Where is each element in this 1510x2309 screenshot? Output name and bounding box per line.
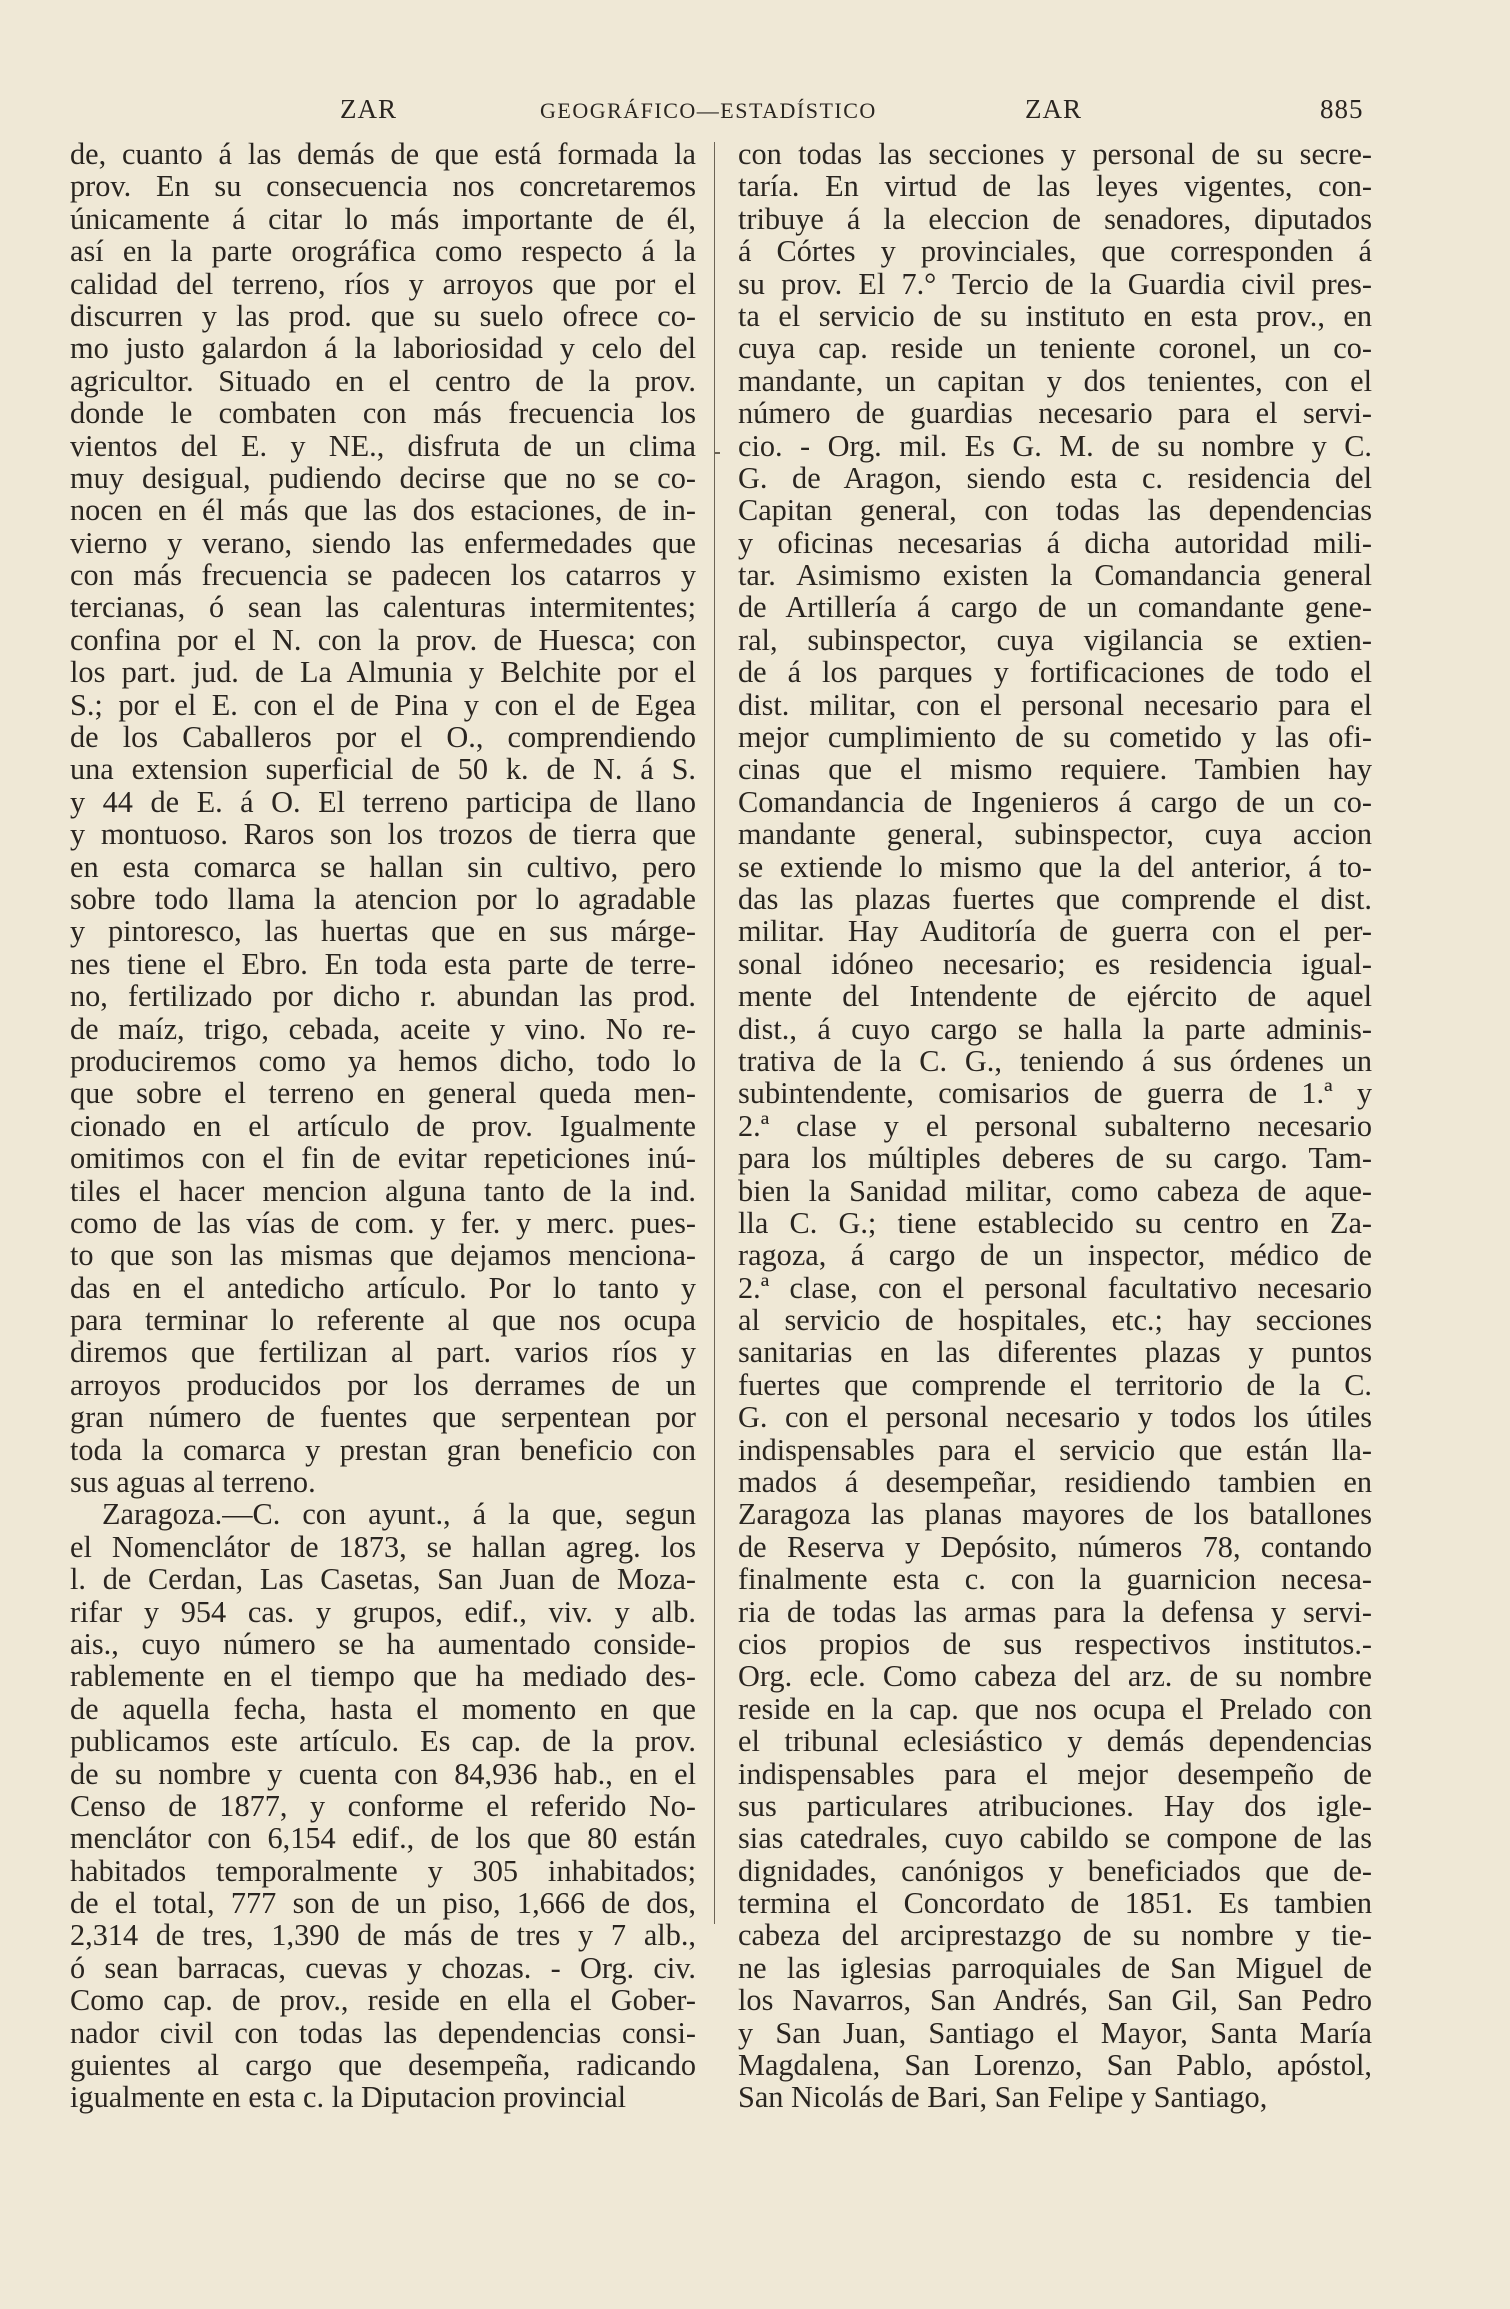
text-line: calidad del terreno, ríos y arroyos que por el (70, 266, 696, 301)
text-line: sias catedrales, cuyo cabildo se compone de las (738, 1821, 1372, 1856)
text-line: toda la comarca y prestan gran beneficio con (70, 1432, 696, 1467)
text-line: mejor cumplimiento de su cometido y las ofi- (738, 720, 1372, 755)
text-line: y San Juan, Santiago el Mayor, Santa María (738, 2015, 1372, 2050)
text-line: ta el servicio de su instituto en esta prov., en (738, 298, 1372, 333)
text-line: termina el Concordato de 1851. Es tambien (738, 1886, 1372, 1921)
text-line: sus particulares atribuciones. Hay dos igle- (738, 1788, 1372, 1823)
text-line: omitimos con el fin de evitar repeticiones inú- (70, 1141, 696, 1176)
text-line: Zaragoza las planas mayores de los batallones (738, 1497, 1372, 1532)
text-line: bien la Sanidad militar, como cabeza de aque- (738, 1173, 1372, 1208)
text-line: indispensables para el servicio que están lla- (738, 1432, 1372, 1467)
text-line: lla C. G.; tiene establecido su centro en Za- (738, 1205, 1372, 1240)
text-line: de Artillería á cargo de un comandante gene- (738, 590, 1372, 625)
text-line: Como cap. de prov., reside en ella el Gober- (70, 1983, 696, 2018)
text-line: para terminar lo referente al que nos ocupa (70, 1303, 696, 1338)
text-line: así en la parte orográfica como respecto á la (70, 234, 696, 269)
text-line: guientes al cargo que desempeña, radicando (70, 2048, 696, 2083)
text-line: nes tiene el Ebro. En toda esta parte de terre- (70, 946, 696, 981)
text-line: to que son las mismas que dejamos menciona- (70, 1238, 696, 1273)
text-line: diremos que fertilizan al part. varios ríos y (70, 1335, 696, 1370)
text-line: tar. Asimismo existen la Comandancia general (738, 558, 1372, 593)
text-line: y oficinas necesarias á dicha autoridad mili- (738, 525, 1372, 560)
text-line: y montuoso. Raros son los trozos de tierra que (70, 817, 696, 852)
text-line: de aquella fecha, hasta el momento en que (70, 1691, 696, 1726)
text-line: dignidades, canónigos y beneficiados que de- (738, 1853, 1372, 1888)
left-column (70, 138, 696, 2114)
text-line: nocen en él más que las dos estaciones, de in- (70, 493, 696, 528)
text-line: dist., á cuyo cargo se halla la parte adminis- (738, 1011, 1372, 1046)
text-line: de Reserva y Depósito, números 78, contando (738, 1529, 1372, 1564)
text-line: de, cuanto á las demás de que está formada la (70, 137, 696, 171)
text-line: mados á desempeñar, residiendo tambien en (738, 1465, 1372, 1500)
text-line: igualmente en esta c. la Diputacion provincial (70, 2080, 627, 2115)
text-line: agricultor. Situado en el centro de la prov. (70, 363, 696, 398)
text-line: sonal idóneo necesario; es residencia igual- (738, 946, 1372, 981)
text-line: 2.ª clase y el personal subalterno necesario (738, 1108, 1372, 1143)
page-number: 885 (1320, 94, 1364, 124)
text-line: los Navarros, San Andrés, San Gil, San Pedro (738, 1983, 1372, 2018)
text-line: de maíz, trigo, cebada, aceite y vino. No re- (70, 1011, 696, 1046)
text-line: como de las vías de com. y fer. y merc. pues- (70, 1205, 696, 1240)
text-line: trativa de la C. G., teniendo á sus órdenes un (738, 1043, 1372, 1078)
text-line: ral, subinspector, cuya vigilancia se extien- (738, 622, 1372, 657)
text-line: fuertes que comprende el territorio de la C. (738, 1367, 1372, 1402)
text-line: tiles el hacer mencion alguna tanto de la ind. (70, 1173, 696, 1208)
text-line: sus aguas al terreno. (70, 1465, 316, 1500)
text-line: cinas que el mismo requiere. Tambien hay (738, 752, 1372, 787)
text-line: mandante, un capitan y dos tenientes, con el (738, 363, 1372, 398)
text-line: habitados temporalmente y 305 inhabitados; (70, 1853, 696, 1888)
text-line: el tribunal eclesiástico y demás dependencias (738, 1724, 1372, 1759)
text-line: donde le combaten con más frecuencia los (70, 396, 696, 431)
text-line: de á los parques y fortificaciones de todo el (738, 655, 1372, 690)
text-line: San Nicolás de Bari, San Felipe y Santiago, (738, 2080, 1268, 2115)
text-line: finalmente esta c. con la guarnicion necesa- (738, 1562, 1372, 1597)
text-line: ne las iglesias parroquiales de San Miguel de (738, 1950, 1372, 1985)
text-line: sobre todo llama la atencion por lo agradable (70, 881, 696, 916)
text-line: el Nomenclátor de 1873, se hallan agreg. los (70, 1529, 696, 1564)
text-line: G. con el personal necesario y todos los útiles (738, 1400, 1372, 1435)
text-line: se extiende lo mismo que la del anterior, á to- (738, 849, 1372, 884)
text-line: arroyos producidos por los derrames de un (70, 1367, 696, 1402)
text-line: cionado en el artículo de prov. Igualmente (70, 1108, 696, 1143)
text-line: G. de Aragon, siendo esta c. residencia del (738, 460, 1372, 495)
text-line: menclátor con 6,154 edif., de los que 80 están (70, 1821, 696, 1856)
text-line: al servicio de hospitales, etc.; hay secciones (738, 1303, 1372, 1338)
text-line: mo justo galardon á la laboriosidad y celo del (70, 331, 696, 366)
text-line: discurren y las prod. que su suelo ofrece co- (70, 298, 696, 333)
text-line: reside en la cap. que nos ocupa el Prelado con (738, 1691, 1372, 1726)
text-line: publicamos este artículo. Es cap. de la prov. (70, 1724, 696, 1759)
text-line: una extension superficial de 50 k. de N. á S. (70, 752, 696, 787)
text-line: subintendente, comisarios de guerra de 1.ª y (738, 1076, 1372, 1111)
running-header (70, 94, 1400, 134)
text-line: vientos del E. y NE., disfruta de un clima (70, 428, 696, 463)
text-line: Comandancia de Ingenieros á cargo de un co- (738, 784, 1372, 819)
header-section-title: GEOGRÁFICO—ESTADÍSTICO (540, 98, 877, 123)
text-line: confina por el N. con la prov. de Huesca; con (70, 622, 696, 657)
text-line: su prov. El 7.° Tercio de la Guardia civil pres- (738, 266, 1372, 301)
header-right-keyword: ZAR (1025, 94, 1082, 124)
text-line: con todas las secciones y personal de su secre- (738, 137, 1372, 171)
text-line: mente del Intendente de ejército de aquel (738, 979, 1372, 1014)
text-line: únicamente á citar lo más importante de él, (70, 201, 696, 236)
text-line: Org. ecle. Como cabeza del arz. de su nombre (738, 1659, 1372, 1694)
text-line: tribuye á la eleccion de senadores, diputados (738, 201, 1372, 236)
text-line: á Córtes y provinciales, que corresponden á (738, 234, 1372, 269)
text-line: cuya cap. reside un teniente coronel, un co- (738, 331, 1372, 366)
text-line: ais., cuyo número se ha aumentado conside- (70, 1626, 696, 1661)
text-line: rablemente en el tiempo que ha mediado des- (70, 1659, 696, 1694)
text-line: mandante general, subinspector, cuya accion (738, 817, 1372, 852)
text-line: que sobre el terreno en general queda men- (70, 1076, 696, 1111)
text-line: vierno y verano, siendo las enfermedades que (70, 525, 696, 560)
text-line: sanitarias en las diferentes plazas y puntos (738, 1335, 1372, 1370)
text-line: Capitan general, con todas las dependencias (738, 493, 1372, 528)
text-line: Censo de 1877, y conforme el referido No- (70, 1788, 696, 1823)
text-line: número de guardias necesario para el servi- (738, 396, 1372, 431)
text-line: nador civil con todas las dependencias consi- (70, 2015, 696, 2050)
column-divider-mark (714, 452, 720, 454)
right-column (738, 138, 1372, 2114)
text-line: militar. Hay Auditoría de guerra con el per- (738, 914, 1372, 949)
header-left-keyword: ZAR (340, 94, 397, 124)
text-line: ó sean barracas, cuevas y chozas. - Org. civ. (70, 1950, 696, 1985)
text-line: muy desigual, pudiendo decirse que no se co- (70, 460, 696, 495)
text-line: en esta comarca se hallan sin cultivo, pero (70, 849, 696, 884)
text-line: los part. jud. de La Almunia y Belchite por el (70, 655, 696, 690)
text-line: taría. En virtud de las leyes vigentes, con- (738, 169, 1372, 204)
text-line: no, fertilizado por dicho r. abundan las prod. (70, 979, 696, 1014)
text-line: 2.ª clase, con el personal facultativo necesario (738, 1270, 1372, 1305)
text-line: ria de todas las armas para la defensa y servi- (738, 1594, 1372, 1629)
column-divider (714, 142, 715, 1924)
text-line: l. de Cerdan, Las Casetas, San Juan de Moza- (70, 1562, 696, 1597)
text-line: cio. - Org. mil. Es G. M. de su nombre y C. (738, 428, 1372, 463)
text-line: y 44 de E. á O. El terreno participa de llano (70, 784, 696, 819)
text-line: 2,314 de tres, 1,390 de más de tres y 7 alb., (70, 1918, 696, 1953)
text-line: cabeza del arciprestazgo de su nombre y tie- (738, 1918, 1372, 1953)
text-line: con más frecuencia se padecen los catarros y (70, 558, 696, 593)
text-line: dist. militar, con el personal necesario para el (738, 687, 1372, 722)
text-line: gran número de fuentes que serpentean por (70, 1400, 696, 1435)
text-line: de el total, 777 son de un piso, 1,666 de dos, (70, 1886, 696, 1921)
text-line: indispensables para el mejor desempeño de (738, 1756, 1372, 1791)
text-line: cios propios de sus respectivos institutos.- (738, 1626, 1372, 1661)
text-line: y pintoresco, las huertas que en sus márge- (70, 914, 696, 949)
text-line: de su nombre y cuenta con 84,936 hab., en el (70, 1756, 696, 1791)
text-line: das en el antedicho artículo. Por lo tanto y (70, 1270, 696, 1305)
text-line: ragoza, á cargo de un inspector, médico de (738, 1238, 1372, 1273)
text-line: prov. En su consecuencia nos concretaremos (70, 169, 696, 204)
text-line: Magdalena, San Lorenzo, San Pablo, apóstol, (738, 2048, 1372, 2083)
text-line: rifar y 954 cas. y grupos, edif., viv. y alb. (70, 1594, 696, 1629)
text-line: para los múltiples deberes de su cargo. Tam- (738, 1141, 1372, 1176)
text-line: S.; por el E. con el de Pina y con el de Egea (70, 687, 696, 722)
text-line: Zaragoza.—C. con ayunt., á la que, segun (102, 1497, 696, 1532)
text-line: tercianas, ó sean las calenturas intermitentes; (70, 590, 696, 625)
text-line: das las plazas fuertes que comprende el dist. (738, 881, 1372, 916)
text-line: produciremos como ya hemos dicho, todo lo (70, 1043, 696, 1078)
text-line: de los Caballeros por el O., comprendiendo (70, 720, 696, 755)
